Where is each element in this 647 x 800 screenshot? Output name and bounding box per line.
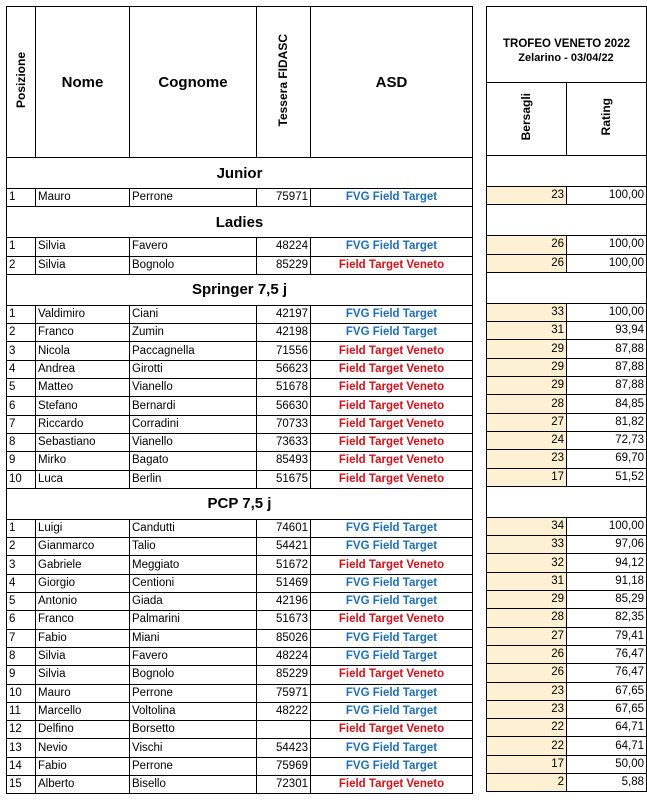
last-name-cell: Miani xyxy=(130,629,257,647)
table-row xyxy=(7,538,473,556)
last-name-cell: Palmarini xyxy=(130,611,257,629)
table-row xyxy=(7,629,473,647)
first-name-cell: Luca xyxy=(36,470,130,488)
rating-cell: 87,88 xyxy=(567,377,647,395)
position-cell: 7 xyxy=(7,629,36,647)
club-cell: Field Target Veneto xyxy=(311,470,473,488)
score-row xyxy=(487,322,647,340)
club-cell: FVG Field Target xyxy=(311,684,473,702)
first-name-cell: Silvia xyxy=(36,256,130,274)
club-cell: Field Target Veneto xyxy=(311,397,473,415)
last-name-cell: Talio xyxy=(130,538,257,556)
rating-cell: 87,88 xyxy=(567,340,647,358)
bersagli-cell: 23 xyxy=(487,450,567,468)
club-cell: FVG Field Target xyxy=(311,238,473,256)
header-rating: Rating xyxy=(567,83,647,156)
club-cell: FVG Field Target xyxy=(311,519,473,537)
position-cell: 4 xyxy=(7,360,36,378)
rating-cell: 51,52 xyxy=(567,468,647,486)
table-row xyxy=(7,360,473,378)
score-row xyxy=(487,254,647,272)
table-row xyxy=(7,397,473,415)
score-row xyxy=(487,554,647,572)
club-cell: Field Target Veneto xyxy=(311,360,473,378)
section-header xyxy=(7,274,473,305)
section-spacer xyxy=(487,486,647,517)
table-row xyxy=(7,324,473,342)
first-name-cell: Gianmarco xyxy=(36,538,130,556)
table-row xyxy=(7,776,473,794)
position-cell: 5 xyxy=(7,593,36,611)
score-row xyxy=(487,236,647,254)
tessera-cell: 85026 xyxy=(257,629,311,647)
tessera-cell: 42197 xyxy=(257,305,311,323)
bersagli-cell: 23 xyxy=(487,187,567,205)
table-row xyxy=(7,379,473,397)
position-cell: 3 xyxy=(7,556,36,574)
bersagli-cell: 33 xyxy=(487,303,567,321)
club-cell: FVG Field Target xyxy=(311,593,473,611)
tessera-cell: 51675 xyxy=(257,470,311,488)
rating-cell: 72,73 xyxy=(567,431,647,449)
bersagli-cell: 29 xyxy=(487,377,567,395)
last-name-cell: Vischi xyxy=(130,739,257,757)
tessera-cell: 75969 xyxy=(257,757,311,775)
club-cell: Field Target Veneto xyxy=(311,452,473,470)
rating-cell: 87,88 xyxy=(567,358,647,376)
score-row xyxy=(487,591,647,609)
last-name-cell: Vianello xyxy=(130,379,257,397)
rating-cell: 84,85 xyxy=(567,395,647,413)
bersagli-cell: 26 xyxy=(487,254,567,272)
tessera-cell: 51672 xyxy=(257,556,311,574)
score-row xyxy=(487,358,647,376)
rating-cell: 100,00 xyxy=(567,517,647,535)
tessera-cell: 74601 xyxy=(257,519,311,537)
club-cell: Field Target Veneto xyxy=(311,379,473,397)
score-row xyxy=(487,682,647,700)
table-row xyxy=(7,574,473,592)
score-row xyxy=(487,536,647,554)
club-cell: FVG Field Target xyxy=(311,757,473,775)
position-cell: 1 xyxy=(7,305,36,323)
rating-cell: 81,82 xyxy=(567,413,647,431)
first-name-cell: Silvia xyxy=(36,238,130,256)
position-cell: 5 xyxy=(7,379,36,397)
bersagli-cell: 22 xyxy=(487,719,567,737)
club-cell: FVG Field Target xyxy=(311,324,473,342)
bersagli-cell: 32 xyxy=(487,554,567,572)
bersagli-cell: 33 xyxy=(487,536,567,554)
position-cell: 14 xyxy=(7,757,36,775)
club-cell: Field Target Veneto xyxy=(311,721,473,739)
club-cell: Field Target Veneto xyxy=(311,256,473,274)
rating-cell: 50,00 xyxy=(567,755,647,773)
rating-cell: 100,00 xyxy=(567,254,647,272)
table-row xyxy=(7,433,473,451)
header-nome: Nome xyxy=(36,7,130,158)
club-cell: FVG Field Target xyxy=(311,189,473,207)
score-row xyxy=(487,609,647,627)
first-name-cell: Alberto xyxy=(36,776,130,794)
position-cell: 10 xyxy=(7,684,36,702)
position-cell: 9 xyxy=(7,666,36,684)
club-cell: FVG Field Target xyxy=(311,305,473,323)
first-name-cell: Sebastiano xyxy=(36,433,130,451)
position-cell: 8 xyxy=(7,647,36,665)
tessera-cell: 85229 xyxy=(257,256,311,274)
bersagli-cell: 26 xyxy=(487,664,567,682)
club-cell: Field Target Veneto xyxy=(311,342,473,360)
header-bersagli: Bersagli xyxy=(487,83,567,156)
rating-cell: 100,00 xyxy=(567,303,647,321)
last-name-cell: Perrone xyxy=(130,684,257,702)
position-cell: 13 xyxy=(7,739,36,757)
score-row xyxy=(487,737,647,755)
last-name-cell: Centioni xyxy=(130,574,257,592)
table-row xyxy=(7,739,473,757)
first-name-cell: Mauro xyxy=(36,684,130,702)
club-cell: FVG Field Target xyxy=(311,739,473,757)
tessera-cell: 51469 xyxy=(257,574,311,592)
rating-cell: 85,29 xyxy=(567,591,647,609)
event-subtitle: Zelarino - 03/04/22 xyxy=(518,52,614,64)
section-header xyxy=(7,207,473,238)
score-row xyxy=(487,700,647,718)
position-cell: 2 xyxy=(7,538,36,556)
section-spacer-cell xyxy=(487,272,647,303)
bersagli-cell: 23 xyxy=(487,700,567,718)
table-row xyxy=(7,415,473,433)
rating-cell: 76,47 xyxy=(567,645,647,663)
bersagli-cell: 24 xyxy=(487,431,567,449)
rating-cell: 64,71 xyxy=(567,737,647,755)
table-row xyxy=(7,647,473,665)
first-name-cell: Nicola xyxy=(36,342,130,360)
score-table xyxy=(486,6,647,792)
event-title-row xyxy=(487,7,647,83)
table-row xyxy=(7,702,473,720)
last-name-cell: Bernardi xyxy=(130,397,257,415)
score-row xyxy=(487,664,647,682)
results-sheet xyxy=(6,6,646,798)
table-row xyxy=(7,556,473,574)
score-row xyxy=(487,627,647,645)
rating-cell: 100,00 xyxy=(567,187,647,205)
last-name-cell: Berlin xyxy=(130,470,257,488)
position-cell: 6 xyxy=(7,611,36,629)
section-header xyxy=(7,158,473,189)
tessera-cell: 70733 xyxy=(257,415,311,433)
score-row xyxy=(487,395,647,413)
position-cell: 7 xyxy=(7,415,36,433)
score-row xyxy=(487,719,647,737)
tessera-cell: 85229 xyxy=(257,666,311,684)
first-name-cell: Silvia xyxy=(36,666,130,684)
rating-cell: 93,94 xyxy=(567,322,647,340)
position-cell: 3 xyxy=(7,342,36,360)
score-row xyxy=(487,340,647,358)
table-row xyxy=(7,342,473,360)
score-row xyxy=(487,517,647,535)
section-header xyxy=(7,488,473,519)
section-title: Ladies xyxy=(7,207,473,238)
score-row xyxy=(487,572,647,590)
club-cell: Field Target Veneto xyxy=(311,666,473,684)
tessera-cell: 54423 xyxy=(257,739,311,757)
table-row xyxy=(7,611,473,629)
first-name-cell: Giorgio xyxy=(36,574,130,592)
first-name-cell: Fabio xyxy=(36,757,130,775)
first-name-cell: Antonio xyxy=(36,593,130,611)
score-row xyxy=(487,468,647,486)
last-name-cell: Voltolina xyxy=(130,702,257,720)
last-name-cell: Ciani xyxy=(130,305,257,323)
header-asd: ASD xyxy=(311,7,473,158)
score-row xyxy=(487,187,647,205)
score-row xyxy=(487,377,647,395)
tessera-cell xyxy=(257,721,311,739)
last-name-cell: Zumin xyxy=(130,324,257,342)
bersagli-cell: 27 xyxy=(487,627,567,645)
score-row xyxy=(487,303,647,321)
tessera-cell: 75971 xyxy=(257,684,311,702)
section-spacer-cell xyxy=(487,205,647,236)
club-cell: FVG Field Target xyxy=(311,702,473,720)
section-spacer-cell xyxy=(487,486,647,517)
last-name-cell: Meggiato xyxy=(130,556,257,574)
position-cell: 6 xyxy=(7,397,36,415)
position-cell: 4 xyxy=(7,574,36,592)
club-cell: Field Target Veneto xyxy=(311,556,473,574)
first-name-cell: Andrea xyxy=(36,360,130,378)
tessera-cell: 72301 xyxy=(257,776,311,794)
first-name-cell: Valdimiro xyxy=(36,305,130,323)
last-name-cell: Borsetto xyxy=(130,721,257,739)
position-cell: 12 xyxy=(7,721,36,739)
bersagli-cell: 17 xyxy=(487,755,567,773)
bersagli-cell: 23 xyxy=(487,682,567,700)
tessera-cell: 56630 xyxy=(257,397,311,415)
header-tessera: Tessera FIDASC xyxy=(257,7,311,158)
tessera-cell: 85493 xyxy=(257,452,311,470)
first-name-cell: Franco xyxy=(36,324,130,342)
section-title: PCP 7,5 j xyxy=(7,488,473,519)
table-row xyxy=(7,256,473,274)
bersagli-cell: 2 xyxy=(487,774,567,792)
last-name-cell: Perrone xyxy=(130,757,257,775)
rating-cell: 76,47 xyxy=(567,664,647,682)
section-spacer-cell xyxy=(487,156,647,187)
first-name-cell: Mirko xyxy=(36,452,130,470)
club-cell: FVG Field Target xyxy=(311,647,473,665)
table-row xyxy=(7,757,473,775)
rating-cell: 94,12 xyxy=(567,554,647,572)
first-name-cell: Silvia xyxy=(36,647,130,665)
rating-cell: 69,70 xyxy=(567,450,647,468)
position-cell: 8 xyxy=(7,433,36,451)
last-name-cell: Corradini xyxy=(130,415,257,433)
first-name-cell: Marcello xyxy=(36,702,130,720)
position-cell: 2 xyxy=(7,256,36,274)
last-name-cell: Perrone xyxy=(130,189,257,207)
header-row xyxy=(7,7,473,158)
table-row xyxy=(7,519,473,537)
first-name-cell: Delfino xyxy=(36,721,130,739)
bersagli-cell: 31 xyxy=(487,572,567,590)
tessera-cell: 73633 xyxy=(257,433,311,451)
bersagli-cell: 26 xyxy=(487,236,567,254)
header-posizione: Posizione xyxy=(7,7,36,158)
tessera-cell: 48222 xyxy=(257,702,311,720)
first-name-cell: Matteo xyxy=(36,379,130,397)
tessera-cell: 42198 xyxy=(257,324,311,342)
rating-cell: 97,06 xyxy=(567,536,647,554)
score-row xyxy=(487,755,647,773)
tessera-cell: 75971 xyxy=(257,189,311,207)
rating-cell: 5,88 xyxy=(567,774,647,792)
club-cell: FVG Field Target xyxy=(311,538,473,556)
first-name-cell: Stefano xyxy=(36,397,130,415)
tessera-cell: 51673 xyxy=(257,611,311,629)
rating-cell: 100,00 xyxy=(567,236,647,254)
rating-cell: 67,65 xyxy=(567,682,647,700)
tessera-cell: 56623 xyxy=(257,360,311,378)
rating-cell: 67,65 xyxy=(567,700,647,718)
first-name-cell: Nevio xyxy=(36,739,130,757)
last-name-cell: Bognolo xyxy=(130,666,257,684)
tessera-cell: 51678 xyxy=(257,379,311,397)
table-row xyxy=(7,452,473,470)
tessera-cell: 54421 xyxy=(257,538,311,556)
table-row xyxy=(7,238,473,256)
tessera-cell: 71556 xyxy=(257,342,311,360)
score-row xyxy=(487,431,647,449)
event-title: TROFEO VENETO 2022 xyxy=(487,7,647,83)
club-cell: Field Target Veneto xyxy=(311,611,473,629)
score-header-row xyxy=(487,83,647,156)
rating-cell: 64,71 xyxy=(567,719,647,737)
last-name-cell: Giada xyxy=(130,593,257,611)
position-cell: 10 xyxy=(7,470,36,488)
table-row xyxy=(7,305,473,323)
last-name-cell: Bagato xyxy=(130,452,257,470)
position-cell: 1 xyxy=(7,189,36,207)
tessera-cell: 48224 xyxy=(257,238,311,256)
position-cell: 1 xyxy=(7,519,36,537)
last-name-cell: Bognolo xyxy=(130,256,257,274)
section-spacer xyxy=(487,272,647,303)
score-row xyxy=(487,450,647,468)
last-name-cell: Paccagnella xyxy=(130,342,257,360)
position-cell: 11 xyxy=(7,702,36,720)
club-cell: Field Target Veneto xyxy=(311,415,473,433)
tessera-cell: 48224 xyxy=(257,647,311,665)
last-name-cell: Bisello xyxy=(130,776,257,794)
bersagli-cell: 27 xyxy=(487,413,567,431)
bersagli-cell: 29 xyxy=(487,358,567,376)
bersagli-cell: 34 xyxy=(487,517,567,535)
last-name-cell: Vianello xyxy=(130,433,257,451)
bersagli-cell: 22 xyxy=(487,737,567,755)
bersagli-cell: 29 xyxy=(487,340,567,358)
results-table xyxy=(6,6,473,794)
position-cell: 2 xyxy=(7,324,36,342)
table-row xyxy=(7,684,473,702)
first-name-cell: Gabriele xyxy=(36,556,130,574)
bersagli-cell: 28 xyxy=(487,395,567,413)
club-cell: FVG Field Target xyxy=(311,574,473,592)
table-row xyxy=(7,470,473,488)
club-cell: FVG Field Target xyxy=(311,629,473,647)
club-cell: Field Target Veneto xyxy=(311,776,473,794)
tessera-cell: 42196 xyxy=(257,593,311,611)
score-row xyxy=(487,774,647,792)
bersagli-cell: 29 xyxy=(487,591,567,609)
bersagli-cell: 31 xyxy=(487,322,567,340)
score-row xyxy=(487,413,647,431)
section-title: Springer 7,5 j xyxy=(7,274,473,305)
club-cell: Field Target Veneto xyxy=(311,433,473,451)
table-row xyxy=(7,666,473,684)
first-name-cell: Mauro xyxy=(36,189,130,207)
table-row xyxy=(7,593,473,611)
header-cognome: Cognome xyxy=(130,7,257,158)
last-name-cell: Girotti xyxy=(130,360,257,378)
section-title: Junior xyxy=(7,158,473,189)
position-cell: 9 xyxy=(7,452,36,470)
bersagli-cell: 28 xyxy=(487,609,567,627)
last-name-cell: Candutti xyxy=(130,519,257,537)
position-cell: 15 xyxy=(7,776,36,794)
position-cell: 1 xyxy=(7,238,36,256)
section-spacer xyxy=(487,156,647,187)
rating-cell: 79,41 xyxy=(567,627,647,645)
first-name-cell: Franco xyxy=(36,611,130,629)
section-spacer xyxy=(487,205,647,236)
rating-cell: 91,18 xyxy=(567,572,647,590)
first-name-cell: Luigi xyxy=(36,519,130,537)
last-name-cell: Favero xyxy=(130,238,257,256)
table-row xyxy=(7,189,473,207)
score-row xyxy=(487,645,647,663)
last-name-cell: Favero xyxy=(130,647,257,665)
first-name-cell: Fabio xyxy=(36,629,130,647)
bersagli-cell: 17 xyxy=(487,468,567,486)
rating-cell: 82,35 xyxy=(567,609,647,627)
bersagli-cell: 26 xyxy=(487,645,567,663)
first-name-cell: Riccardo xyxy=(36,415,130,433)
table-row xyxy=(7,721,473,739)
